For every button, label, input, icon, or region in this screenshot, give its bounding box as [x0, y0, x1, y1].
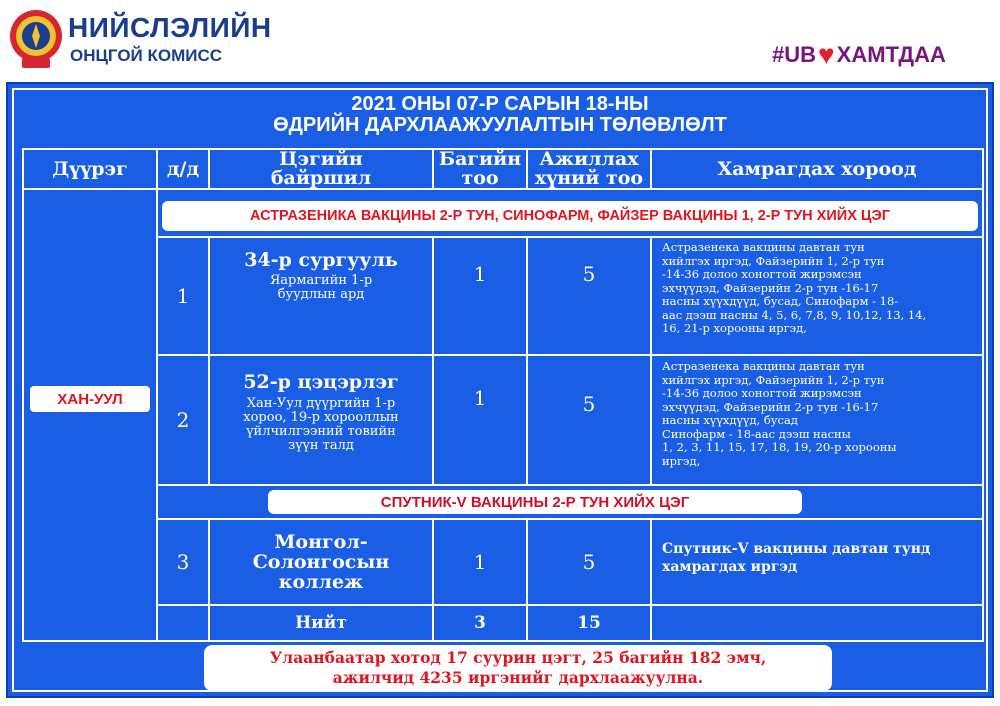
row-3-location: [208, 518, 434, 606]
column-location-l1: Цэгийн: [279, 148, 363, 170]
total-label: Нийт: [208, 604, 434, 642]
row-1-place-sub-2: буудлын ард: [277, 287, 365, 302]
row-3-coverage-l1: Спутник-V вакцины давтан тунд: [662, 541, 931, 557]
row-2-coverage-line: иргэд,: [662, 453, 701, 468]
column-number: д/д: [156, 148, 210, 190]
row-2-coverage-line: 1, 2, 3, 11, 15, 17, 18, 19, 20-р хорооны: [662, 440, 897, 454]
heart-icon: ♥: [818, 39, 835, 70]
row-2-coverage-line: -14-36 долоо хоногтой жирэмсэн: [662, 386, 862, 400]
row-3-place-l1: Монгол-: [274, 531, 368, 553]
row-1-coverage-line: 16, 21-р хорооны иргэд,: [662, 321, 807, 335]
row-2-number: 2: [156, 354, 210, 486]
row-1-coverage-line: насны хүүхдүүд, бусад, Синофарм - 18-: [662, 294, 899, 308]
column-district: Дүүрэг: [22, 148, 158, 190]
row-2-staff: 5: [526, 354, 652, 486]
row-1-coverage-line: -14-36 долоо хоногтой жирэмсэн: [662, 267, 862, 281]
row-3-coverage-l2: хамрагдах иргэд: [662, 559, 798, 575]
row-1-number: 1: [156, 236, 210, 356]
heading-line-1: 2021 ОНЫ 07-Р САРЫН 18-НЫ: [351, 93, 649, 115]
vaccine-banner-1: АСТРАЗЕНИКА ВАКЦИНЫ 2-Р ТУН, СИНОФАРМ, ФАЙЗЕР ВАКЦИНЫ 1, 2-Р ТУН ХИЙХ ЦЭГ: [162, 201, 978, 231]
row-2-location: [208, 354, 434, 486]
row-2-place-sub-2: хороо, 19-р хорооллын: [243, 410, 399, 425]
summary-line-2: ажилчид 4235 иргэнийг дархлаажуулна.: [332, 668, 704, 687]
column-location: [208, 148, 434, 190]
column-teams-l1: Багийн: [438, 148, 522, 170]
summary-line-1: Улаанбаатар хотод 17 суурин цэгт, 25 багийн 182 эмч,: [269, 648, 767, 667]
column-staff-l1: Ажиллах: [539, 148, 639, 170]
row-3-place-l2: Солонгосын: [252, 551, 390, 573]
total-teams: 3: [432, 604, 528, 642]
row-1-coverage-line: аас дээш насны 4, 5, 6, 7,8, 9, 10,12, 13, 14,: [662, 307, 927, 322]
row-1-coverage-line: эхчүүдэд, Файзерийн 2-р тун -16-17: [662, 280, 879, 295]
hashtag-right: ХАМТДАА: [836, 42, 946, 67]
row-2-coverage-line: Синофарм - 18-аас дээш насны: [662, 426, 851, 441]
summary-box: [204, 645, 832, 691]
total-coverage-cell: [650, 604, 984, 642]
vaccine-banner-2: СПУТНИК-V ВАКЦИНЫ 2-Р ТУН ХИЙХ ЦЭГ: [268, 490, 802, 514]
column-staff-l2: хүний тоо: [534, 167, 644, 189]
hashtag: [772, 38, 982, 72]
row-2-coverage-line: эхчүүдэд, Файзерийн 2-р тун -16-17: [662, 399, 879, 414]
row-1-staff: 5: [526, 236, 652, 356]
district-badge: ХАН-УУЛ: [30, 386, 150, 412]
heading-line-2: ӨДРИЙН ДАРХЛААЖУУЛАЛТЫН ТӨЛӨВЛӨЛТ: [273, 114, 727, 136]
column-coverage: Хамрагдах хороод: [650, 148, 984, 190]
row-1-place-sub-1: Яармагийн 1-р: [269, 273, 373, 288]
row-3-teams: 1: [432, 518, 528, 606]
row-2-coverage-line: хийлгэх иргэд, Файзерийн 1, 2-р тун: [662, 372, 885, 387]
district-cell: [22, 188, 158, 642]
org-subtitle: ОНЦГОЙ КОМИСС: [70, 46, 223, 65]
row-1-coverage-line: Астразенека вакцины давтан тун: [662, 240, 865, 254]
row-2-place-sub-1: Хан-Уул дүүргийн 1-р: [246, 396, 396, 411]
row-3-staff: 5: [526, 518, 652, 606]
total-staff: 15: [526, 604, 652, 642]
row-2-coverage-line: Астразенека вакцины давтан тун: [662, 359, 865, 373]
column-teams-l2: тоо: [461, 167, 499, 189]
city-emblem-icon: [8, 6, 64, 72]
row-3-coverage: [650, 518, 984, 606]
row-2-coverage-line: насны хүүхдүүд, бусад: [662, 413, 798, 427]
row-2-place-sub-4: зүүн талд: [288, 438, 354, 453]
org-title: НИЙСЛЭЛИЙН: [68, 12, 272, 43]
row-1-location: [208, 236, 434, 356]
row-2-place-sub-3: үйлчилгээний товийн: [246, 424, 396, 439]
row-1-place: 34-р сургууль: [244, 249, 398, 271]
total-blank-cell: [156, 604, 210, 642]
column-location-l2: байршил: [270, 167, 372, 189]
hashtag-left: #UB: [772, 42, 817, 67]
column-teams: [432, 148, 528, 190]
row-2-place: 52-р цэцэрлэг: [243, 371, 399, 393]
row-3-place-l3: коллеж: [278, 571, 364, 593]
row-1-teams: 1: [432, 236, 528, 356]
row-1-coverage: [650, 236, 984, 356]
row-2-teams: 1: [432, 354, 528, 486]
row-3-number: 3: [156, 518, 210, 606]
row-2-coverage: [650, 354, 984, 486]
column-staff: [526, 148, 652, 190]
row-1-coverage-line: хийлгэх иргэд, Файзерийн 1, 2-р тун: [662, 253, 885, 268]
